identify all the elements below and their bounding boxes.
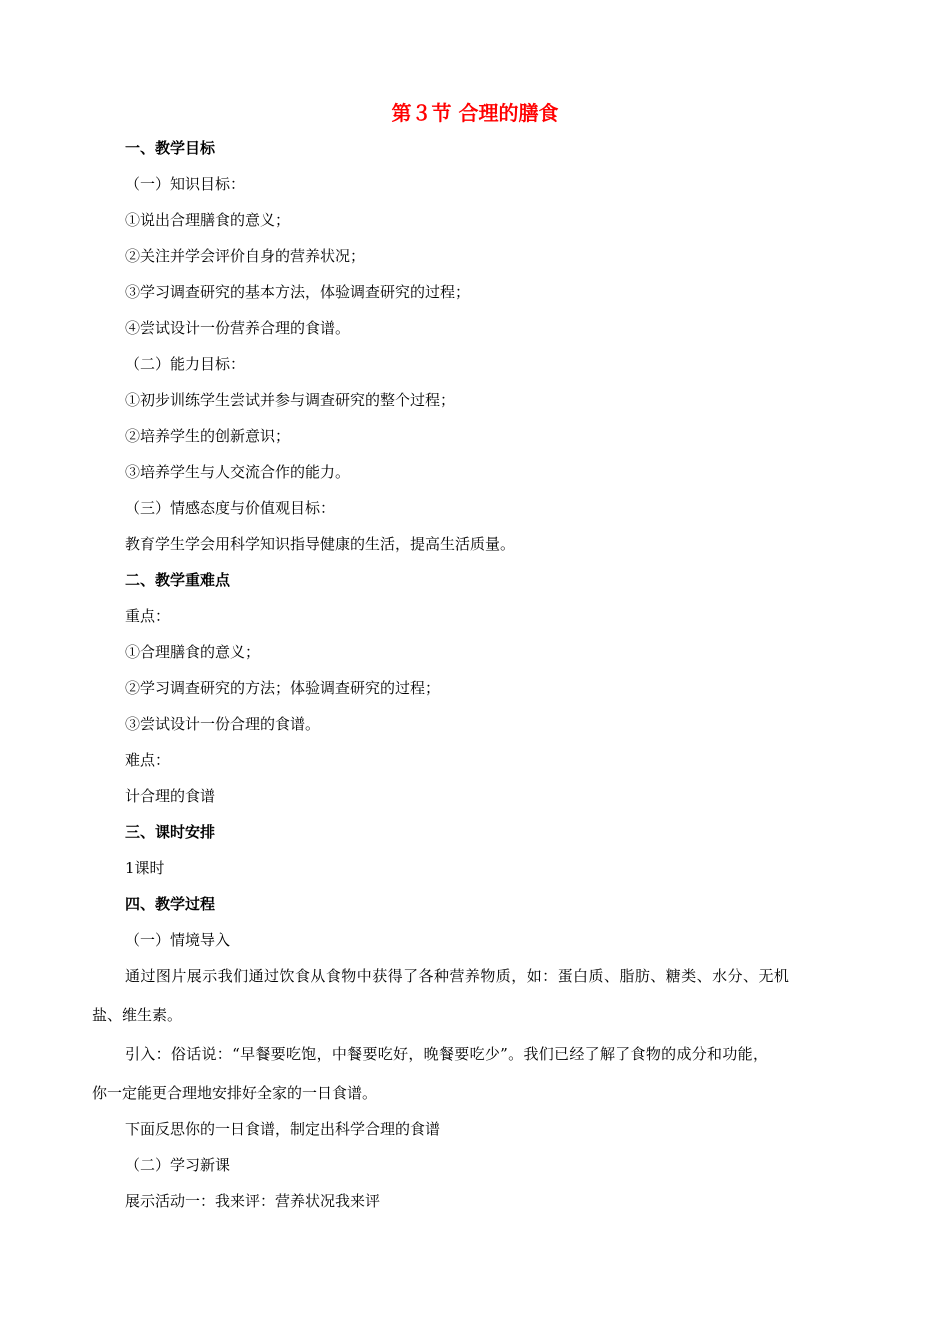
emotion-goals-label: （三）情感态度与价值观目标： (125, 499, 336, 517)
key-point-item: ②学习调查研究的方法；体验调查研究的过程； (125, 679, 441, 697)
section-heading-teaching-goals: 一、教学目标 (125, 139, 216, 157)
key-points-label: 重点： (125, 607, 171, 625)
difficulty-label: 难点： (125, 751, 171, 769)
knowledge-goal-item: ③学习调查研究的基本方法，体验调查研究的过程； (125, 283, 471, 301)
document-title: 第３节 合理的膳食 (391, 101, 559, 125)
section-heading-key-points: 二、教学重难点 (125, 571, 231, 589)
section-heading-process: 四、教学过程 (125, 895, 216, 913)
key-point-item: ①合理膳食的意义； (125, 643, 261, 661)
ability-goal-item: ③培养学生与人交流合作的能力。 (125, 463, 351, 481)
knowledge-goal-item: ②关注并学会评价自身的营养状况； (125, 247, 366, 265)
ability-goals-label: （二）能力目标： (125, 355, 246, 373)
activity-one-text: 展示活动一：我来评：营养状况我来评 (125, 1192, 381, 1210)
ability-goal-item: ①初步训练学生尝试并参与调查研究的整个过程； (125, 391, 456, 409)
section-heading-schedule: 三、课时安排 (125, 823, 216, 841)
knowledge-goal-item: ④尝试设计一份营养合理的食谱。 (125, 319, 351, 337)
emotion-goals-text: 教育学生学会用科学知识指导健康的生活，提高生活质量。 (125, 535, 516, 553)
intro-paragraph-line: 下面反思你的一日食谱，制定出科学合理的食谱 (125, 1120, 441, 1138)
intro-paragraph-line: 你一定能更合理地安排好全家的一日食谱。 (92, 1084, 378, 1102)
intro-paragraph-line: 盐、维生素。 (92, 1006, 183, 1024)
ability-goal-item: ②培养学生的创新意识； (125, 427, 291, 445)
knowledge-goal-item: ①说出合理膳食的意义； (125, 211, 291, 229)
intro-paragraph-line: 通过图片展示我们通过饮食从食物中获得了各种营养物质，如：蛋白质、脂肪、糖类、水分、无机 (125, 967, 790, 985)
key-point-item: ③尝试设计一份合理的食谱。 (125, 715, 321, 733)
difficulty-text: 计合理的食谱 (125, 787, 216, 805)
intro-label: （一）情境导入 (125, 931, 231, 949)
knowledge-goals-label: （一）知识目标： (125, 175, 246, 193)
schedule-text: 1课时 (125, 859, 165, 877)
intro-paragraph-line: 引入：俗话说：“早餐要吃饱，中餐要吃好，晚餐要吃少”。我们已经了解了食物的成分和功能， (125, 1045, 769, 1063)
new-lesson-label: （二）学习新课 (125, 1156, 231, 1174)
